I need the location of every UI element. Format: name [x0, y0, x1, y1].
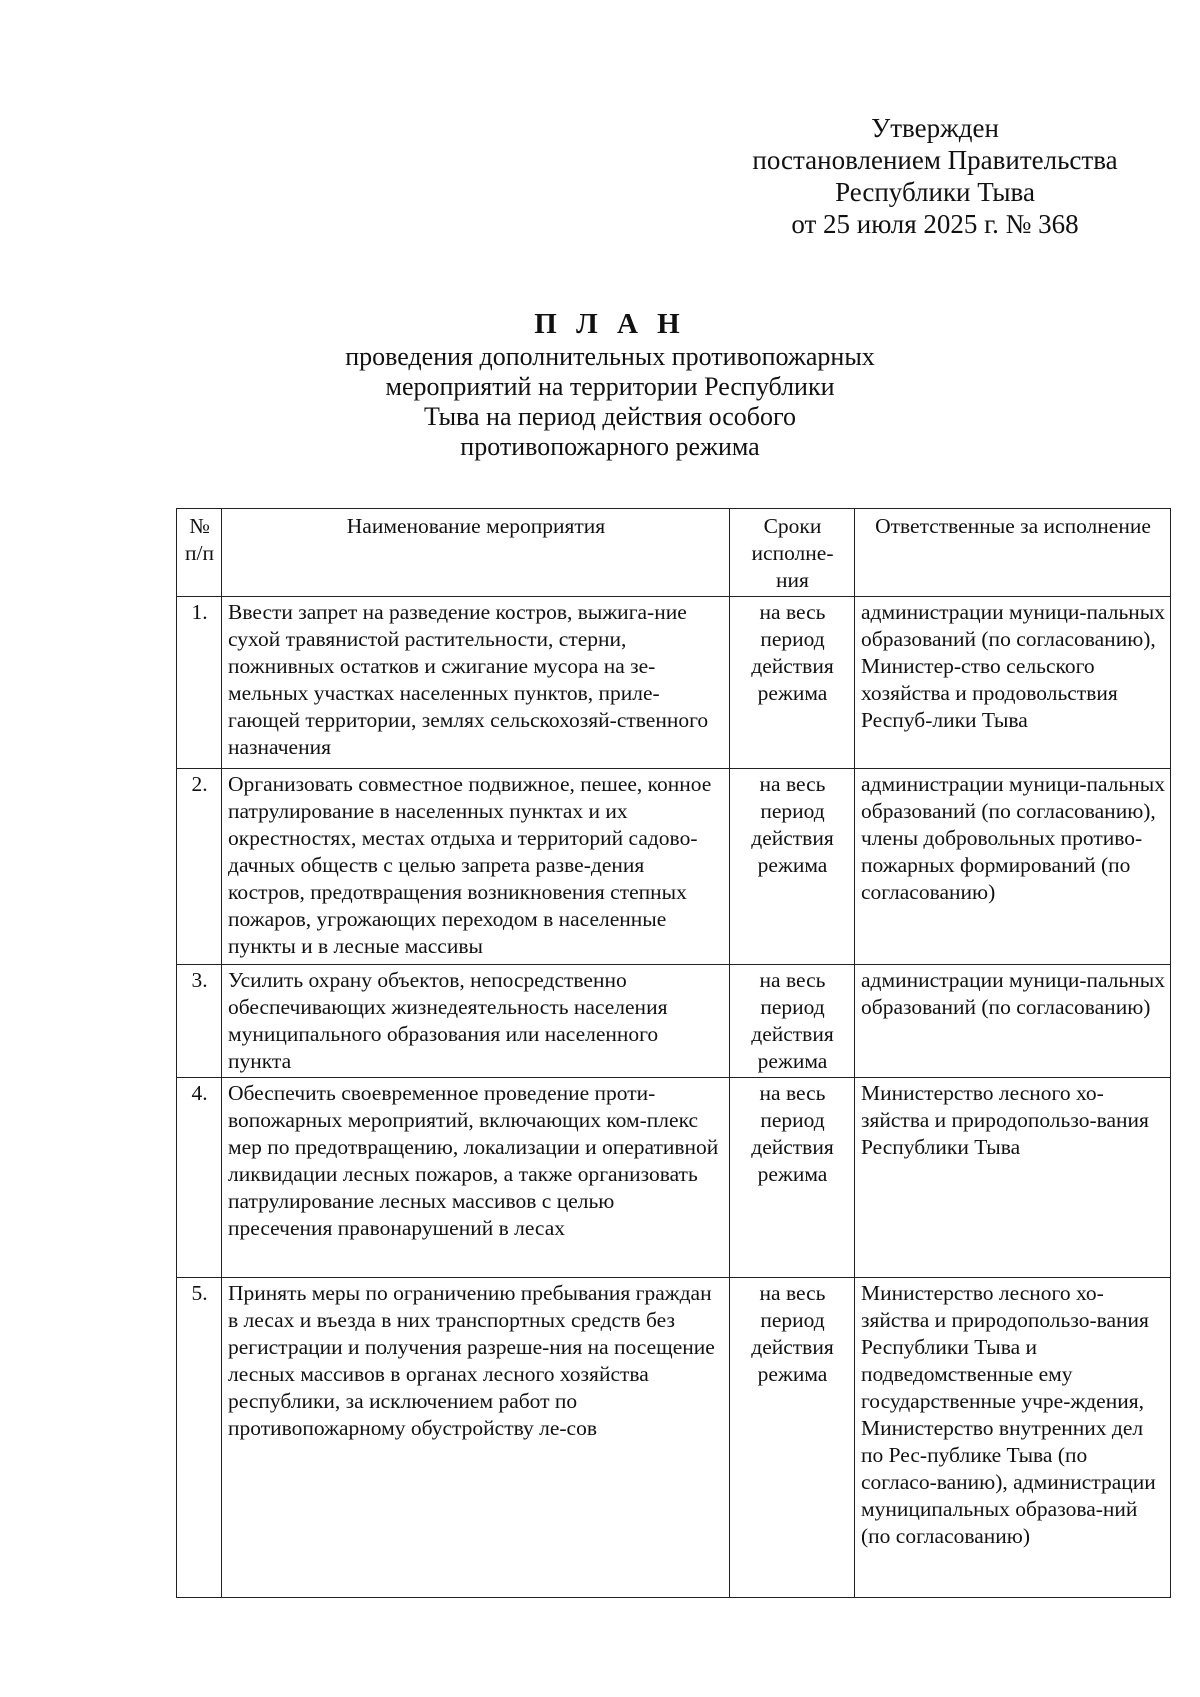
- header-measure-name: Наименование мероприятия: [222, 509, 730, 597]
- row-responsible: Министерство лесного хо-зяйства и природопользо-вания Республики Тыва: [855, 1078, 1171, 1278]
- row-responsible: администрации муници-пальных образований (по согласованию): [855, 965, 1171, 1078]
- document-title: [300, 306, 920, 462]
- row-deadline: на весь период действия режима: [730, 597, 855, 769]
- row-number: 2.: [177, 769, 222, 965]
- approval-line-republic: Республики Тыва: [835, 177, 1035, 207]
- row-number: 1.: [177, 597, 222, 769]
- approval-line-resolution: постановлением Правительства: [752, 145, 1118, 175]
- row-number: 5.: [177, 1278, 222, 1598]
- measures-table: [176, 508, 1171, 1598]
- row-deadline: на весь период действия режима: [730, 1078, 855, 1278]
- row-measure: Организовать совместное подвижное, пешее, конное патрулирование в населенных пунктах и их окрестностях, местах отдыха и территорий садово-дачных обществ с целью запрета разве-дения костров, предотвращения возникновения степных пожаров, угрожающих переходом в населенные пункты и в лесные массивы: [222, 769, 730, 965]
- plan-subtitle-line-1: проведения дополнительных противопожарных: [345, 342, 875, 371]
- table-row: [177, 1078, 1171, 1278]
- table-row: [177, 769, 1171, 965]
- table-row: [177, 965, 1171, 1078]
- row-deadline: на весь период действия режима: [730, 769, 855, 965]
- row-responsible: Министерство лесного хо-зяйства и природопользо-вания Республики Тыва и подведомственные ему государственные учре-ждения, Министерство внутренних дел по Рес-публике Тыва (по согласо-ванию), администрации муниципальных образова-ний (по согласованию): [855, 1278, 1171, 1598]
- header-responsible: Ответственные за исполнение: [855, 509, 1171, 597]
- table-header-row: [177, 509, 1171, 597]
- row-measure: Принять меры по ограничению пребывания граждан в лесах и въезда в них транспортных средств без регистрации и получения разреше-ния на посещение лесных массивов в органах лесного хозяйства республики, за исключением работ по противопожарному обустройству ле-сов: [222, 1278, 730, 1598]
- row-responsible: администрации муници-пальных образований (по согласованию), члены добровольных противо-пожарных формирований (по согласованию): [855, 769, 1171, 965]
- plan-subtitle-line-4: противопожарного режима: [460, 432, 760, 461]
- row-number: 4.: [177, 1078, 222, 1278]
- row-deadline: на весь период действия режима: [730, 1278, 855, 1598]
- plan-subtitle-line-3: Тыва на период действия особого: [424, 402, 796, 431]
- row-measure: Усилить охрану объектов, непосредственно обеспечивающих жизнедеятельность населения муниципального образования или населенного пункта: [222, 965, 730, 1078]
- approval-line-approved: Утвержден: [871, 113, 999, 143]
- row-deadline: на весь период действия режима: [730, 965, 855, 1078]
- approval-block: [700, 112, 1170, 240]
- plan-subtitle: [300, 342, 920, 462]
- row-measure: Обеспечить своевременное проведение проти-вопожарных мероприятий, включающих ком-плекс мер по предотвращению, локализации и оперативной ликвидации лесных пожаров, а также организовать патрулирование лесных массивов с целью пресечения правонарушений в лесах: [222, 1078, 730, 1278]
- approval-line-date-number: от 25 июля 2025 г. № 368: [791, 209, 1079, 239]
- table-row: [177, 1278, 1171, 1598]
- table-row: [177, 597, 1171, 769]
- row-responsible: администрации муници-пальных образований (по согласованию), Министер-ство сельского хозяйства и продовольствия Респуб-лики Тыва: [855, 597, 1171, 769]
- row-number: 3.: [177, 965, 222, 1078]
- row-measure: Ввести запрет на разведение костров, выжига-ние сухой травянистой растительности, стерни, пожнивных остатков и сжигание мусора на зе-мельных участках населенных пунктов, приле-гающей территории, землях сельскохозяй-ственного назначения: [222, 597, 730, 769]
- header-deadline: Сроки исполне-ния: [730, 509, 855, 597]
- plan-heading: П Л А Н: [534, 308, 686, 340]
- plan-subtitle-line-2: мероприятий на территории Республики: [385, 372, 835, 401]
- header-number: № п/п: [177, 509, 222, 597]
